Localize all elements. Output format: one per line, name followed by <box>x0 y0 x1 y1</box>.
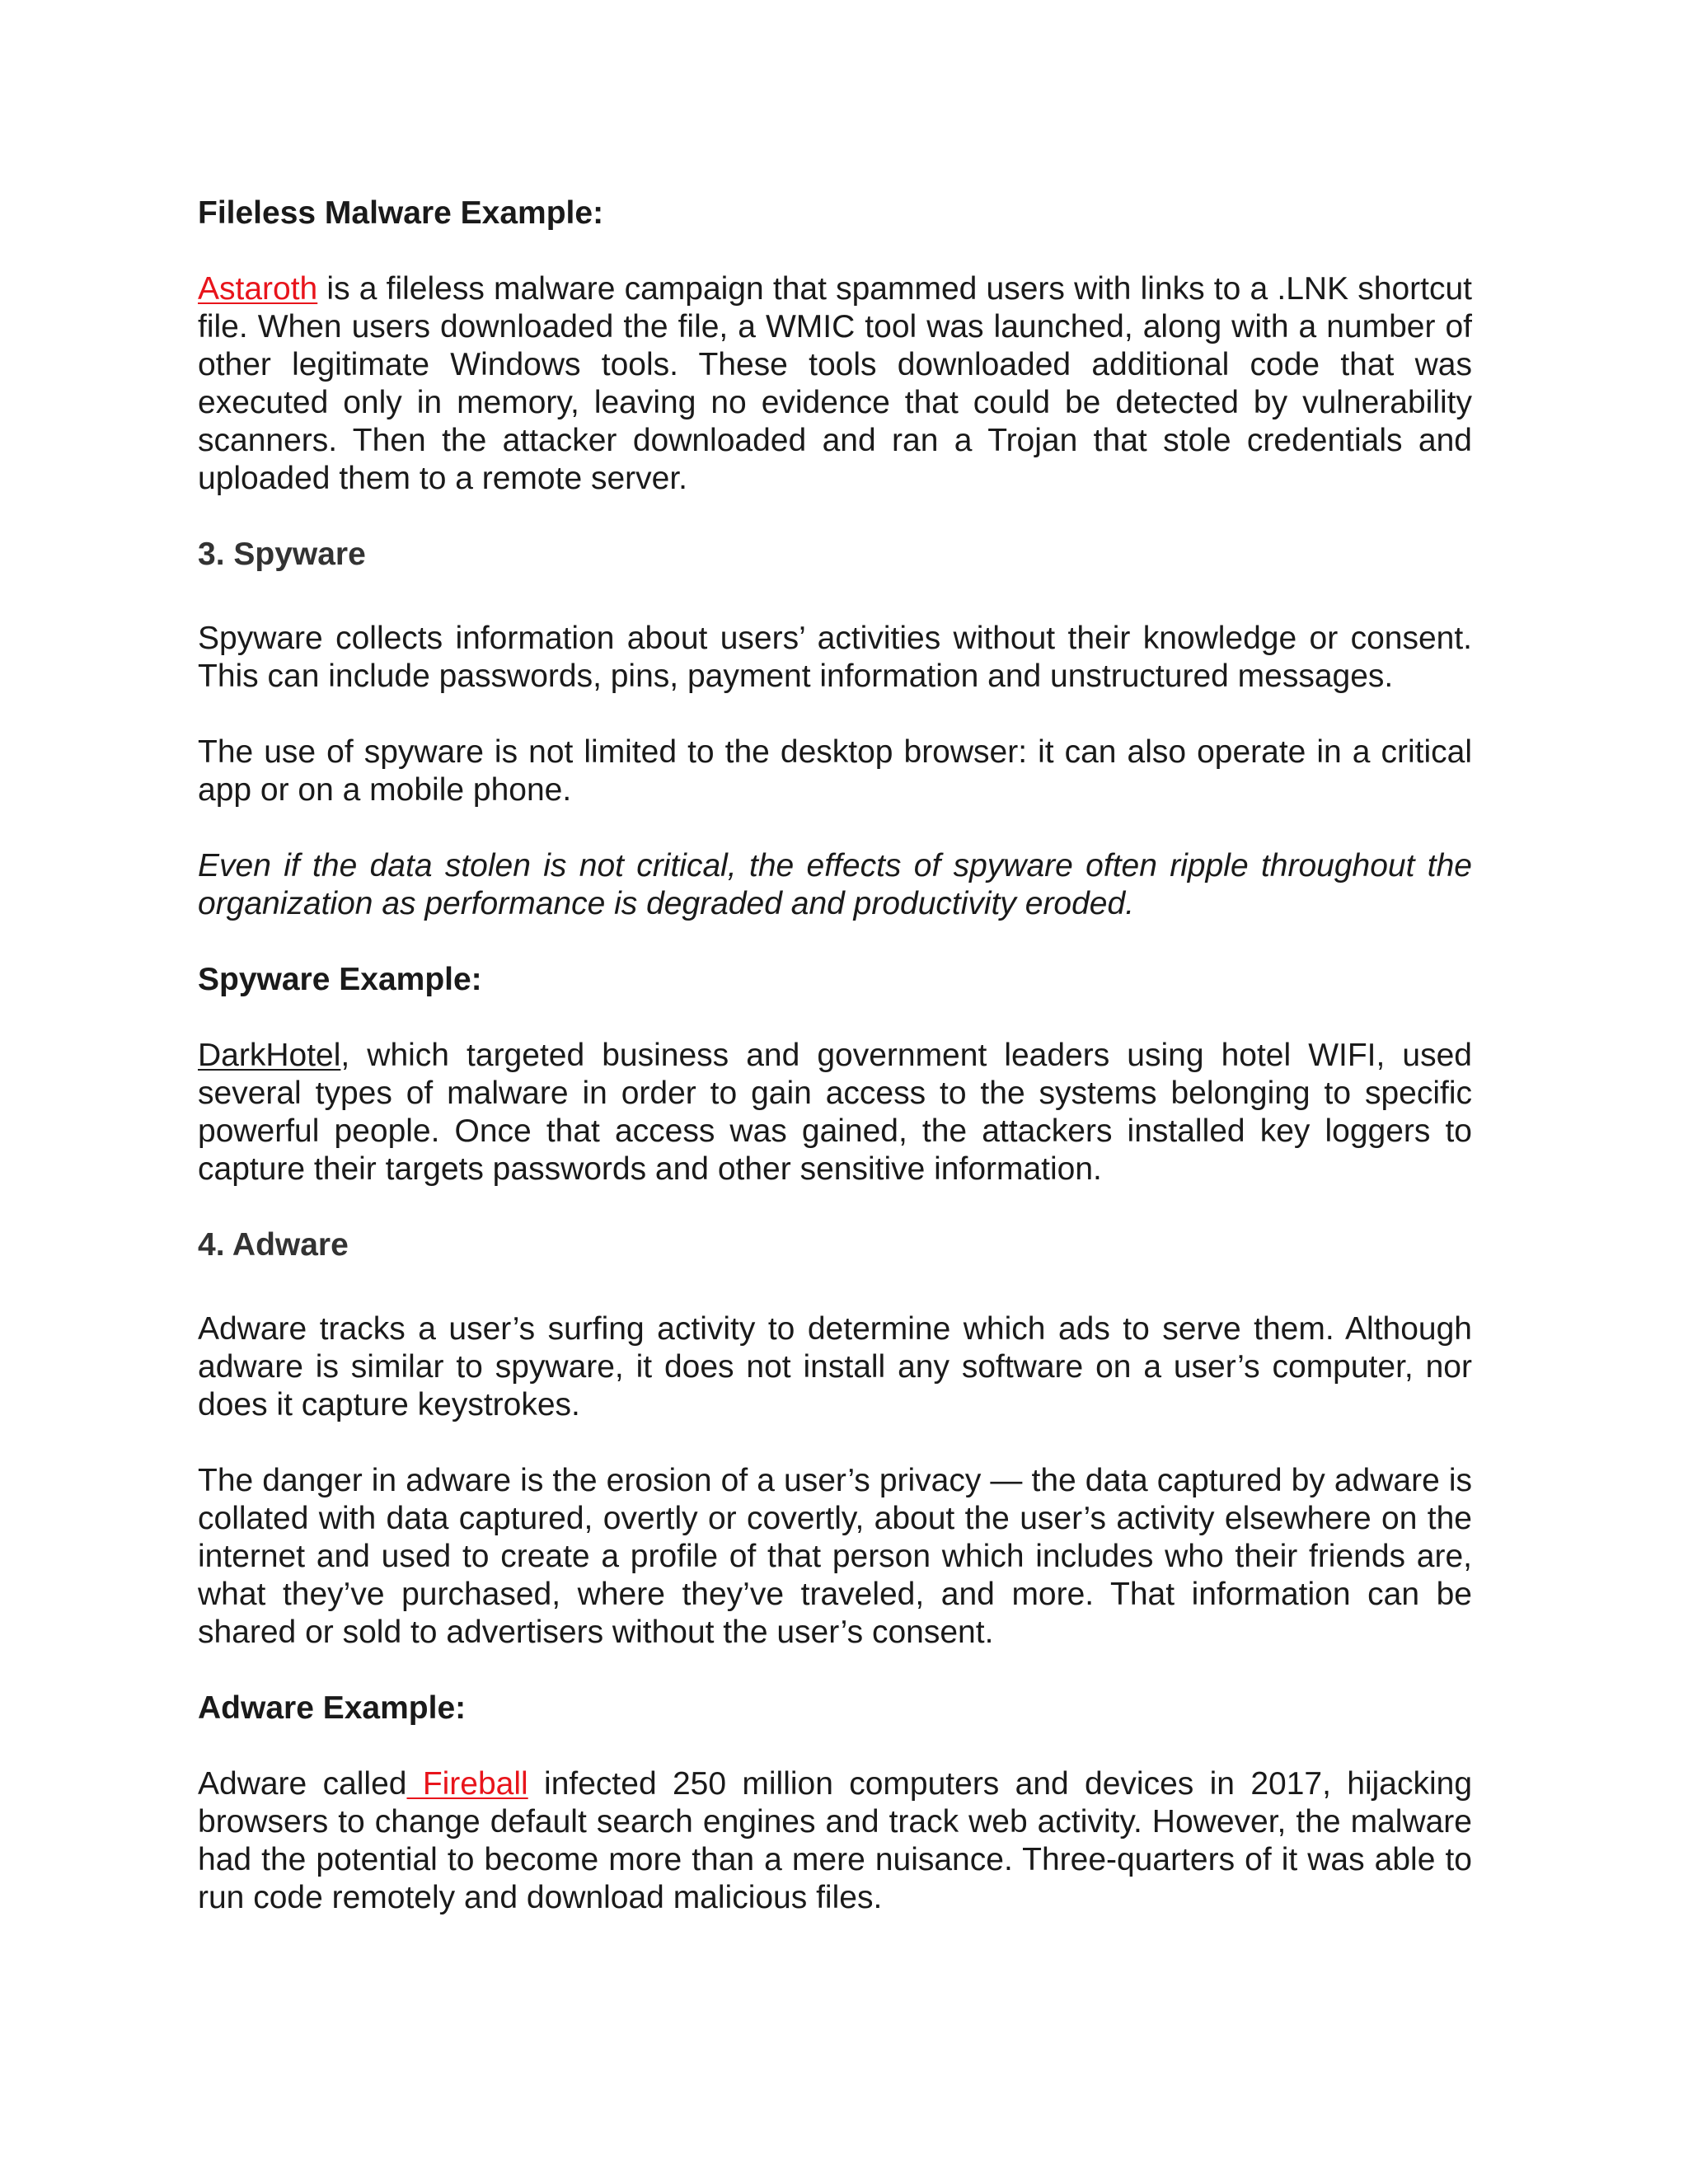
adware-example-text: infected 250 million computers and devices in 2017, hijacking browsers to change default search engines and track web activity. However, the malware had the potential to become more than a mere nuisance. Three-quarters of it was able to run code remotely and download malicious files. <box>198 1766 1473 1915</box>
fileless-example-paragraph <box>198 270 1472 498</box>
adware-example-heading: Adware Example: <box>198 1690 467 1726</box>
spyware-heading: 3. Spyware <box>198 537 366 572</box>
fileless-example-text: is a fileless malware campaign that spammed users with links to a .LNK shortcut file. When users downloaded the file, a WMIC tool was launched, along with a number of other legitimate Windows tools. These tools downloaded additional code that was executed only in memory, leaving no evidence that could be detected by vulnerability scanners. Then the attacker downloaded and ran a Trojan that stole credentials and uploaded them to a remote server. <box>198 271 1472 496</box>
fireball-link[interactable]: Fireball <box>406 1766 528 1802</box>
adware-paragraph-2: The danger in adware is the erosion of a user’s privacy — the data captured by adware is collated with data captured, overtly or covertly, about the user’s activity elsewhere on the internet and used to create a profile of that person which includes who their friends are, what they’ve purchased, where they’ve traveled, and more. That information can be shared or sold to advertisers without the user’s consent. <box>198 1463 1472 1650</box>
document-body <box>198 194 1472 1917</box>
spyware-example-heading: Spyware Example: <box>198 962 482 997</box>
adware-paragraph-1: Adware tracks a user’s surfing activity to determine which ads to serve them. Although adware is similar to spyware, it does not install any software on a user’s computer, nor does it capture keystrokes. <box>198 1311 1472 1422</box>
spyware-example-text: , which targeted business and government leaders using hotel WIFI, used several types of malware in order to gain access to the systems belonging to specific powerful people. Once that access was gained, the attackers installed key loggers to capture their targets passwords and other sensitive information. <box>198 1038 1472 1187</box>
spyware-paragraph-2: The use of spyware is not limited to the desktop browser: it can also operate in a critical app or on a mobile phone. <box>198 734 1472 808</box>
spyware-paragraph-1: Spyware collects information about users’ activities without their knowledge or consent. This can include passwords, pins, payment information and unstructured messages. <box>198 621 1472 694</box>
adware-heading: 4. Adware <box>198 1227 349 1263</box>
adware-example-paragraph <box>198 1765 1472 1917</box>
astaroth-link[interactable]: Astaroth <box>198 271 318 307</box>
darkhotel-link[interactable]: DarkHotel <box>198 1038 341 1073</box>
spyware-example-paragraph <box>198 1037 1472 1188</box>
adware-example-prefix: Adware called <box>198 1766 407 1802</box>
fileless-example-heading: Fileless Malware Example: <box>198 195 604 231</box>
spyware-paragraph-italic: Even if the data stolen is not critical, the effects of spyware often ripple throughout the organization as performance is degraded and productivity eroded. <box>198 848 1472 921</box>
